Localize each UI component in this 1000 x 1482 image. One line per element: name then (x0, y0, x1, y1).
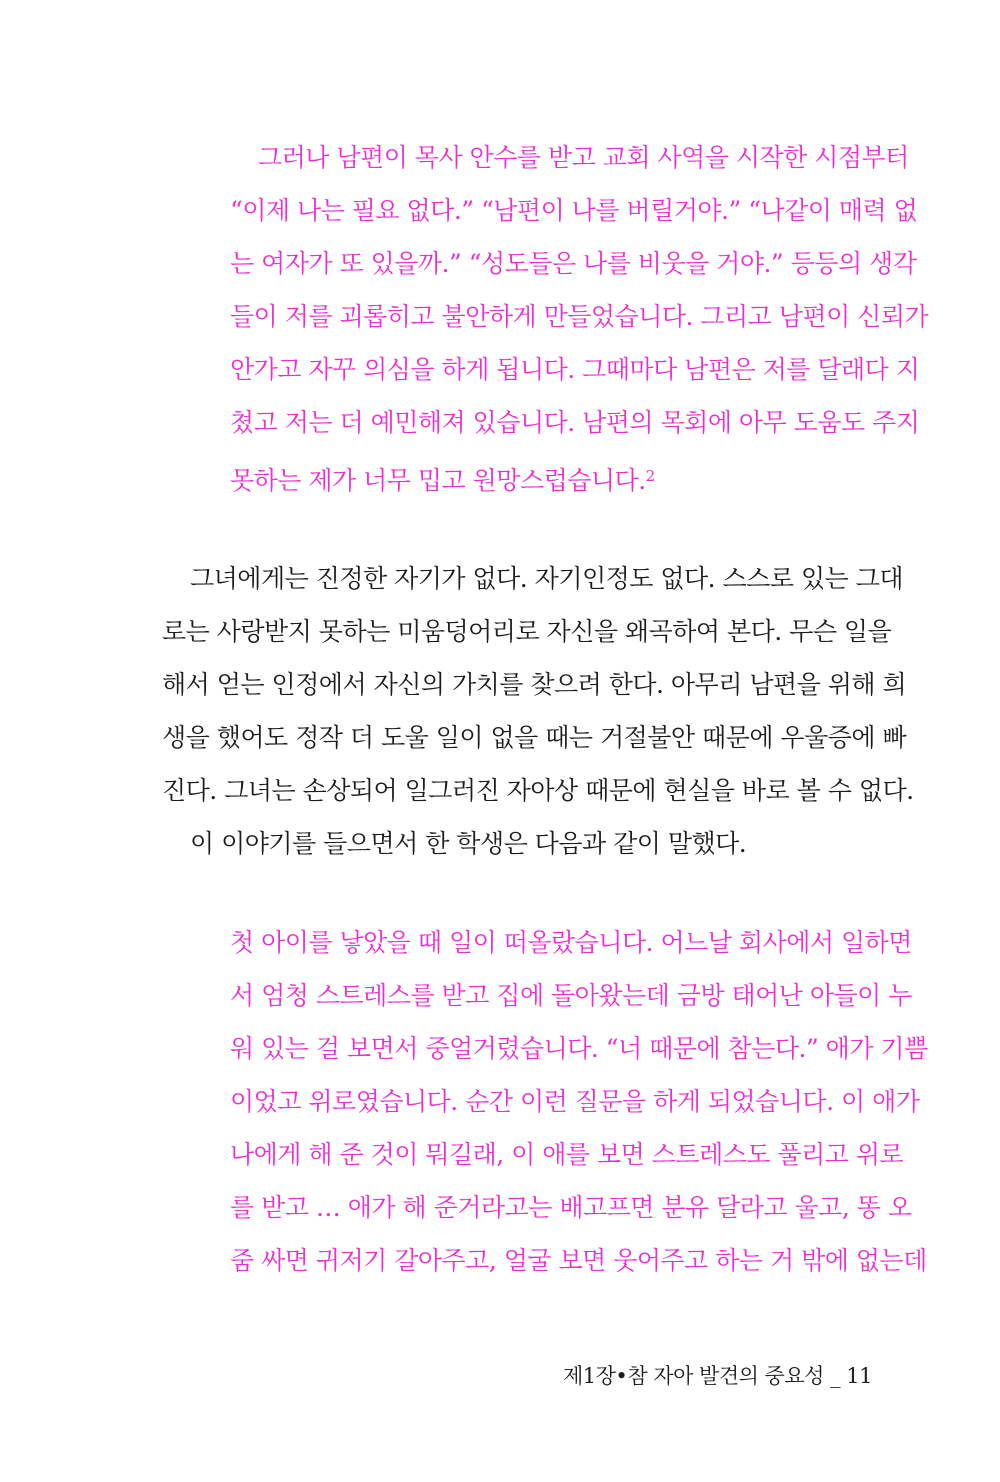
quote-line: 안가고 자꾸 의심을 하게 됩니다. 그때마다 남편은 저를 달래다 지 (230, 355, 920, 384)
quote-line-text: 못하는 제가 너무 밉고 원망스럽습니다. (230, 466, 646, 495)
body-line: 그녀에게는 진정한 자기가 없다. 자기인정도 없다. 스스로 있는 그대 (190, 564, 904, 593)
quote-line: 쳤고 저는 더 예민해져 있습니다. 남편의 목회에 아무 도움도 주지 (230, 408, 920, 437)
quote-line: 줌 싸면 귀저기 갈아주고, 얼굴 보면 웃어주고 하는 거 밖에 없는데 (230, 1246, 927, 1275)
quote-line: 첫 아이를 낳았을 때 일이 떠올랐습니다. 어느날 회사에서 일하면 (230, 928, 912, 957)
quote-line: 이었고 위로였습니다. 순간 이런 질문을 하게 되었습니다. 이 애가 (230, 1087, 920, 1116)
quote-line: 서 엄청 스트레스를 받고 집에 돌아왔는데 금방 태어난 아들이 누 (230, 981, 912, 1010)
body-line: 이 이야기를 들으면서 한 학생은 다음과 같이 말했다. (190, 829, 747, 858)
quote-line: 들이 저를 괴롭히고 불안하게 만들었습니다. 그리고 남편이 신뢰가 (230, 302, 929, 331)
body-line: 해서 얻는 인정에서 자신의 가치를 찾으려 한다. 아무리 남편을 위해 희 (162, 670, 907, 699)
quote-line: 그러나 남편이 목사 안수를 받고 교회 사역을 시작한 시점부터 (258, 143, 909, 172)
body-line: 로는 사랑받지 못하는 미움덩어리로 자신을 왜곡하여 본다. 무슨 일을 (162, 617, 892, 646)
quote-line-last (230, 460, 876, 497)
quote-line: 는 여자가 또 있을까.” “성도들은 나를 비웃을 거야.” 등등의 생각 (230, 249, 917, 278)
quote-line: “이제 나는 필요 없다.” “남편이 나를 버릴거야.” “나같이 매력 없 (230, 196, 918, 225)
quote-line: 를 받고 … 애가 해 준거라고는 배고프면 분유 달라고 울고, 똥 오 (230, 1193, 912, 1222)
quote-line: 워 있는 걸 보면서 중얼거렸습니다. “너 때문에 참는다.” 애가 기쁨 (230, 1034, 928, 1063)
body-line: 생을 했어도 정작 더 도울 일이 없을 때는 거절불안 때문에 우울증에 빠 (162, 723, 907, 752)
quote-line: 나에게 해 준 것이 뭐길래, 이 애를 보면 스트레스도 풀리고 위로 (230, 1140, 904, 1169)
page-footer: 제1장•참 자아 발견의 중요성 _ 11 (563, 1364, 872, 1388)
footnote-marker: 2 (645, 467, 655, 485)
body-line: 진다. 그녀는 손상되어 일그러진 자아상 때문에 현실을 바로 볼 수 없다. (162, 776, 914, 805)
